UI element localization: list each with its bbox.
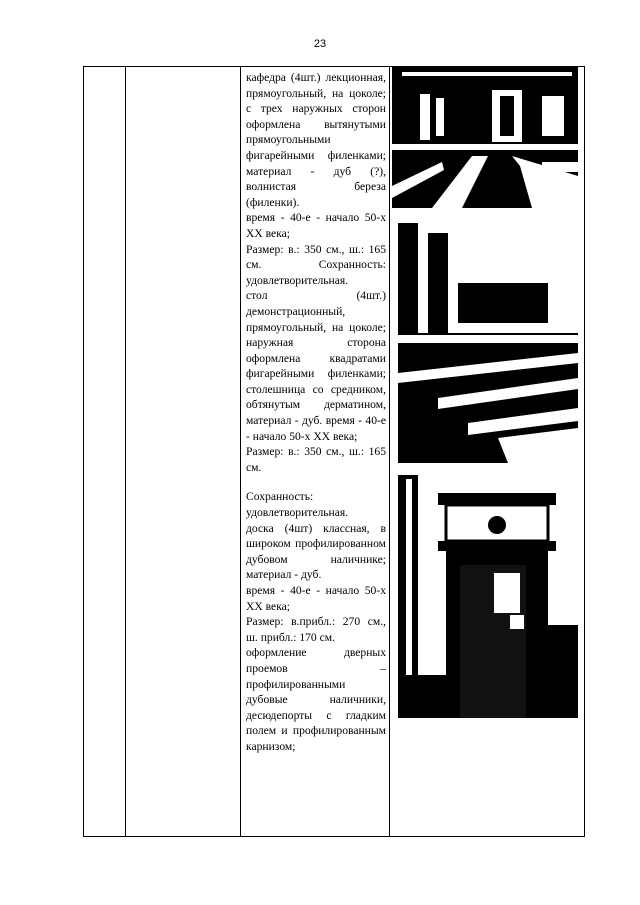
column-divider	[125, 67, 126, 836]
page-number: 23	[313, 38, 327, 50]
description-paragraph: кафедра (4шт.) лекционная, прямоугольный, на цоколе; с трех наружных сторон оформлена вытянутыми прямоугольными фигарейными филенками; материал - дуб (?), волнистая береза (филенки).	[246, 71, 386, 209]
description-paragraph: оформление дверных проемов – профилированными дубовые наличники, десюдепорты с гладким полем и профилированным карнизом;	[246, 646, 386, 753]
description-cell	[246, 70, 386, 755]
description-paragraph: Размер: в.: 350 см., ш.: 165 см. Сохранность: удовлетворительная.	[246, 242, 386, 287]
paragraph-gap	[246, 475, 386, 489]
description-paragraph: Размер: в.прибл.: 270 см., ш. прибл.: 170 см.	[246, 615, 386, 644]
description-paragraph: время - 40-е - начало 50-х ХХ века;	[246, 584, 386, 613]
description-paragraph: Сохранность: удовлетворительная.	[246, 490, 349, 520]
lecture-hall-photo	[392, 66, 578, 208]
doorway-photo	[398, 475, 578, 718]
description-paragraph: стол (4шт.) демонстрационный, прямоугольный, на цоколе; наружная сторона оформлена квадратами фигарейными филенками; столешница со средником, обтянутым дерматином, материал - дуб. время - 40-е - начало 50-х ХХ века;	[246, 289, 386, 443]
description-paragraph: доска (4шт) классная, в широком профилированном дубовом наличнике; материал - дуб.	[246, 521, 386, 582]
column-divider	[389, 67, 390, 836]
description-paragraph: время - 40-е - начало 50-х ХХ века;	[246, 211, 386, 240]
description-paragraph: Размер: в.: 350 см., ш.: 165 см.	[246, 445, 386, 474]
classroom-photo	[398, 223, 578, 463]
column-divider	[240, 67, 241, 836]
